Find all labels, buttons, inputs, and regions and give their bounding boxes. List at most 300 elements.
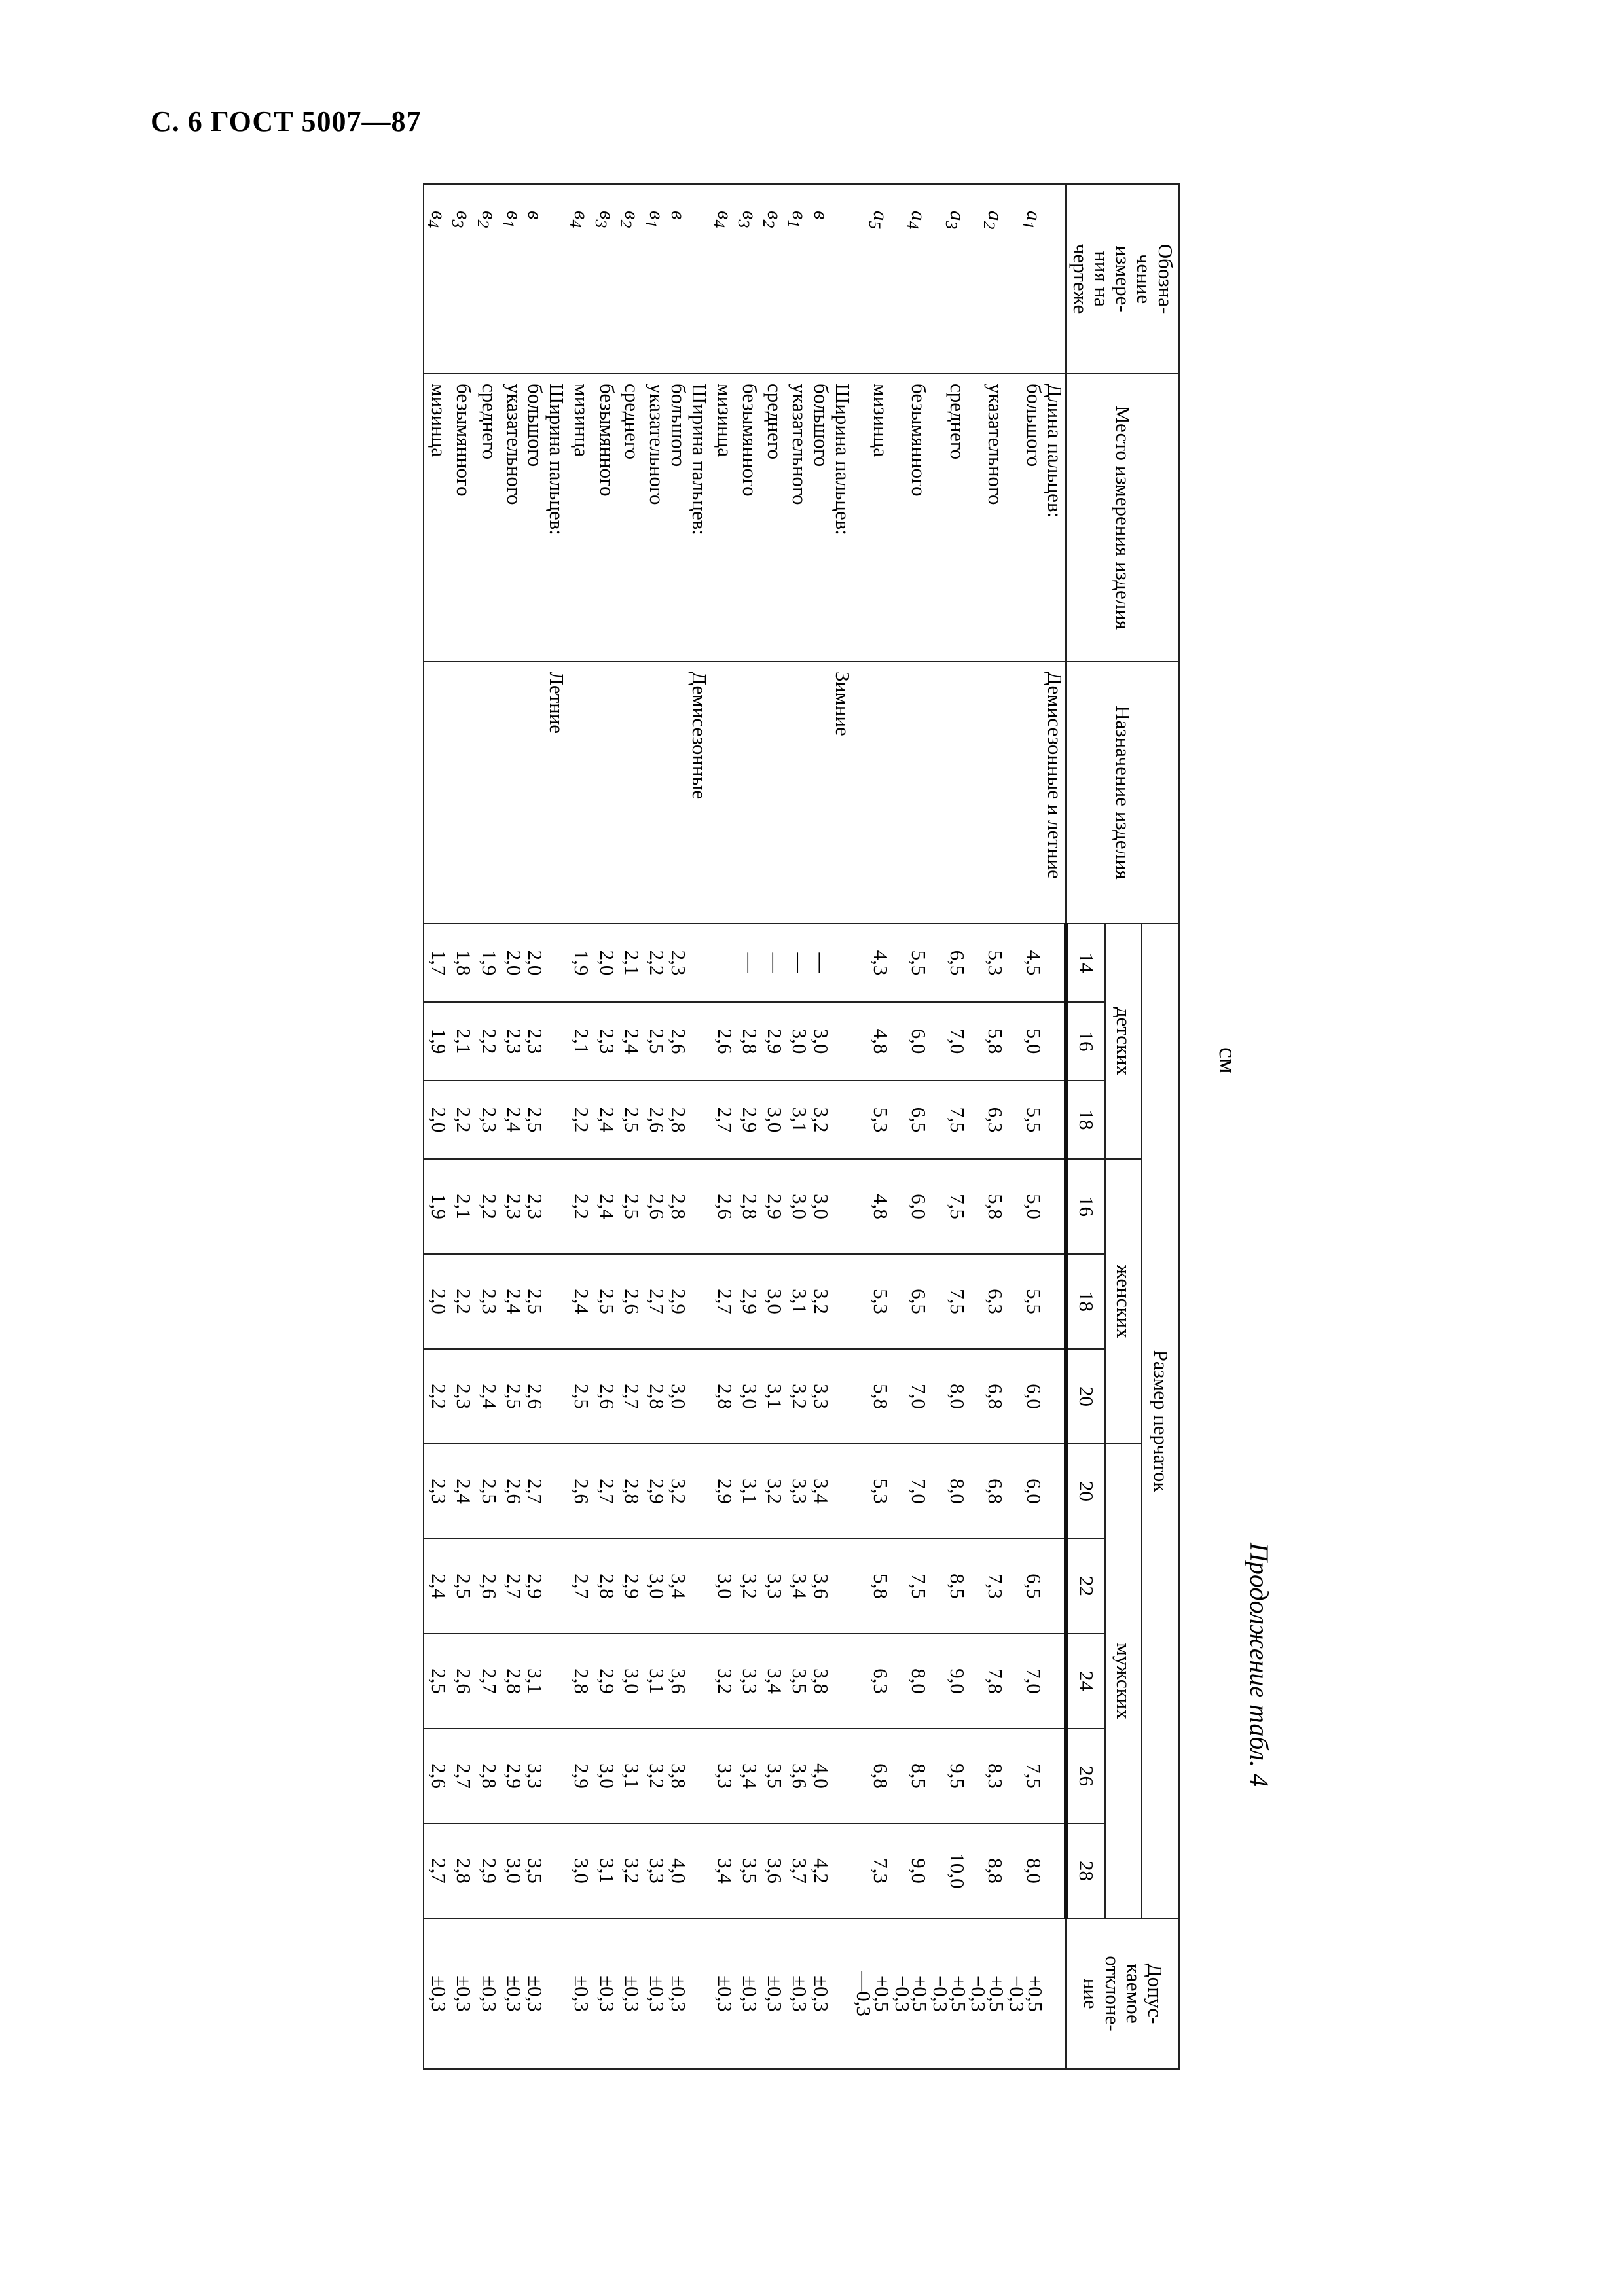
cell-value: 1,9 [567, 924, 592, 1002]
cell-empty [689, 1444, 710, 1539]
cell-code: в [810, 184, 831, 374]
cell-value: 2,7 [617, 1349, 642, 1444]
cell-purpose [710, 662, 735, 924]
cell-value: 5,3 [853, 1081, 891, 1159]
cell-code: $в_1$ [500, 184, 524, 374]
cell-value: 3,0 [642, 1539, 667, 1634]
cell-code [545, 184, 567, 374]
cell-empty [545, 1081, 567, 1159]
cell-value: 3,4 [710, 1823, 735, 1918]
cell-value: 3,8 [667, 1729, 689, 1823]
cell-value: 2,6 [500, 1444, 524, 1539]
cell-place: безымянного [891, 374, 929, 662]
cell-code: $в_4$ [710, 184, 735, 374]
cell-value: 7,8 [968, 1634, 1006, 1729]
cell-value: 2,3 [592, 1002, 617, 1081]
cell-empty [831, 1002, 853, 1081]
cell-value: — [785, 924, 810, 1002]
cell-tolerance: +0,5 −0,3 [968, 1918, 1006, 2069]
cell-value: 3,3 [785, 1444, 810, 1539]
cell-value: 5,0 [1006, 1159, 1044, 1254]
cell-tolerance: ±0,3 [474, 1918, 499, 2069]
cell-place: мизинца [567, 374, 592, 662]
cell-value: 7,5 [929, 1081, 967, 1159]
table-row [592, 184, 617, 2069]
header-size-26: 26 [1066, 1729, 1104, 1823]
cell-purpose [929, 662, 967, 924]
cell-tolerance: +0,5 −0,3 [929, 1918, 967, 2069]
cell-value: 2,1 [617, 924, 642, 1002]
cell-value: 9,0 [891, 1823, 929, 1918]
cell-value: 3,2 [667, 1444, 689, 1539]
cell-value: 6,0 [1006, 1349, 1044, 1444]
cell-value: 3,1 [760, 1349, 785, 1444]
cell-tolerance: ±0,3 [710, 1918, 735, 2069]
cell-value: 6,5 [891, 1254, 929, 1349]
cell-value: 2,4 [567, 1254, 592, 1349]
cell-value: 3,3 [642, 1823, 667, 1918]
cell-purpose [567, 662, 592, 924]
cell-value: 2,7 [710, 1254, 735, 1349]
cell-value: 3,0 [667, 1349, 689, 1444]
cell-value: 2,6 [710, 1159, 735, 1254]
cell-place: указательного [968, 374, 1006, 662]
cell-value: 2,7 [500, 1539, 524, 1634]
cell-value: 3,2 [760, 1444, 785, 1539]
cell-empty [831, 1729, 853, 1823]
cell-value: 8,0 [891, 1634, 929, 1729]
table-row [689, 184, 710, 2069]
cell-value: 2,6 [424, 1729, 449, 1823]
cell-value: 3,2 [710, 1634, 735, 1729]
cell-value: 2,4 [592, 1081, 617, 1159]
cell-empty [545, 1254, 567, 1349]
cell-purpose [968, 662, 1006, 924]
cell-empty [831, 1254, 853, 1349]
cell-value: 3,4 [667, 1539, 689, 1634]
cell-value: 7,5 [891, 1539, 929, 1634]
cell-value: 2,9 [592, 1634, 617, 1729]
cell-purpose: Демисезонные и летние [1044, 662, 1067, 924]
cell-value: 6,0 [891, 1002, 929, 1081]
table-row [968, 184, 1006, 2069]
cell-value: 4,8 [853, 1002, 891, 1081]
cell-value: 3,1 [785, 1081, 810, 1159]
cell-value: 3,4 [735, 1729, 760, 1823]
table-row [474, 184, 499, 2069]
cell-value: 2,7 [474, 1634, 499, 1729]
cell-value: 2,3 [449, 1349, 474, 1444]
cell-empty [545, 1823, 567, 1918]
cell-place-title: Ширина пальцев: [689, 374, 710, 662]
cell-purpose [760, 662, 785, 924]
cell-empty [545, 924, 567, 1002]
cell-place: мизинца [853, 374, 891, 662]
table-row [617, 184, 642, 2069]
cell-value: 6,8 [968, 1444, 1006, 1539]
cell-value: 2,8 [449, 1823, 474, 1918]
cell-empty [1044, 1254, 1067, 1349]
cell-value: 2,3 [524, 1002, 546, 1081]
cell-tolerance: +0,5 −0,3 [891, 1918, 929, 2069]
cell-value: 4,8 [853, 1159, 891, 1254]
cell-value: 3,1 [735, 1444, 760, 1539]
cell-purpose [449, 662, 474, 924]
cell-value: 5,0 [1006, 1002, 1044, 1081]
header-size-28: 28 [1066, 1823, 1104, 1918]
cell-code [689, 184, 710, 374]
cell-empty [831, 1539, 853, 1634]
cell-value: 3,2 [735, 1539, 760, 1634]
cell-empty [831, 1159, 853, 1254]
cell-value: 3,0 [500, 1823, 524, 1918]
cell-value: 2,6 [524, 1349, 546, 1444]
cell-value: 6,5 [1006, 1539, 1044, 1634]
cell-value: 2,8 [667, 1159, 689, 1254]
cell-empty [689, 1002, 710, 1081]
cell-value: 2,1 [449, 1159, 474, 1254]
cell-value: 2,9 [667, 1254, 689, 1349]
cell-value: 2,6 [667, 1002, 689, 1081]
cell-value: 2,5 [592, 1254, 617, 1349]
cell-tolerance: ±0,3 [667, 1918, 689, 2069]
table-row [667, 184, 689, 2069]
cell-value: 4,5 [1006, 924, 1044, 1002]
cell-value: 2,9 [710, 1444, 735, 1539]
cell-value: 3,1 [642, 1634, 667, 1729]
cell-value: 2,3 [524, 1159, 546, 1254]
cell-value: 3,0 [785, 1002, 810, 1081]
cell-value: 3,4 [810, 1444, 831, 1539]
cell-code: $в_2$ [760, 184, 785, 374]
cell-value: 3,1 [524, 1634, 546, 1729]
cell-value: 2,3 [500, 1002, 524, 1081]
cell-value: 3,3 [810, 1349, 831, 1444]
cell-value: 8,0 [929, 1444, 967, 1539]
header-size-16: 16 [1066, 1002, 1104, 1081]
cell-value: 2,5 [567, 1349, 592, 1444]
cell-place: мизинца [710, 374, 735, 662]
cell-code: $в_3$ [735, 184, 760, 374]
cell-value: 2,8 [567, 1634, 592, 1729]
cell-empty [831, 1634, 853, 1729]
cell-value: 2,2 [449, 1254, 474, 1349]
cell-value: 2,6 [642, 1159, 667, 1254]
cell-value: 8,3 [968, 1729, 1006, 1823]
cell-tolerance: ±0,3 [500, 1918, 524, 2069]
cell-place: безымянного [735, 374, 760, 662]
cell-value: 5,3 [853, 1254, 891, 1349]
cell-empty [689, 1081, 710, 1159]
cell-value: 2,8 [592, 1539, 617, 1634]
cell-value: 2,4 [424, 1539, 449, 1634]
cell-value: 2,0 [592, 924, 617, 1002]
cell-value: 7,3 [968, 1539, 1006, 1634]
cell-value: 2,1 [449, 1002, 474, 1081]
cell-value: 3,3 [524, 1729, 546, 1823]
cell-value: 2,4 [449, 1444, 474, 1539]
cell-value: 2,6 [474, 1539, 499, 1634]
cell-value: 2,9 [760, 1159, 785, 1254]
cell-value: 2,7 [642, 1254, 667, 1349]
cell-empty [831, 1081, 853, 1159]
table-row [710, 184, 735, 2069]
cell-value: 3,5 [760, 1729, 785, 1823]
cell-value: 6,5 [891, 1081, 929, 1159]
cell-value: 2,6 [592, 1349, 617, 1444]
table-row [831, 184, 853, 2069]
header-group-children: детских [1105, 924, 1142, 1159]
cell-value: 2,2 [474, 1159, 499, 1254]
cell-value: 7,5 [929, 1254, 967, 1349]
cell-value: 2,8 [667, 1081, 689, 1159]
table-row [1044, 184, 1067, 2069]
cell-value: 6,5 [929, 924, 967, 1002]
cell-value: 3,1 [592, 1823, 617, 1918]
cell-value: 2,2 [449, 1081, 474, 1159]
cell-empty [1044, 1539, 1067, 1634]
cell-value: 2,4 [500, 1254, 524, 1349]
cell-value: 3,6 [667, 1634, 689, 1729]
cell-value: 4,2 [810, 1823, 831, 1918]
cell-value: 7,0 [929, 1002, 967, 1081]
cell-value: 3,0 [760, 1254, 785, 1349]
table-row [735, 184, 760, 2069]
cell-value [710, 924, 735, 1002]
cell-purpose: Зимние [831, 662, 853, 924]
cell-value: 2,3 [667, 924, 689, 1002]
cell-value: 5,5 [1006, 1081, 1044, 1159]
cell-value: 5,5 [1006, 1254, 1044, 1349]
cell-purpose [1006, 662, 1044, 924]
cell-value: 5,8 [853, 1349, 891, 1444]
cell-value: 5,5 [891, 924, 929, 1002]
cell-value: 2,0 [424, 1081, 449, 1159]
cell-value: 2,3 [474, 1081, 499, 1159]
cell-value: 2,6 [617, 1254, 642, 1349]
cell-value: 2,0 [524, 924, 546, 1002]
cell-purpose: Демисезонные [689, 662, 710, 924]
cell-value: 6,3 [968, 1254, 1006, 1349]
cell-code: $в_1$ [785, 184, 810, 374]
cell-tolerance: ±0,3 [449, 1918, 474, 2069]
cell-tolerance: ±0,3 [567, 1918, 592, 2069]
cell-purpose [524, 662, 546, 924]
cell-value: 7,5 [1006, 1729, 1044, 1823]
cell-purpose [810, 662, 831, 924]
cell-code: в [524, 184, 546, 374]
cell-code: $в_2$ [474, 184, 499, 374]
cell-place: большого [1006, 374, 1044, 662]
header-size-20: 20 [1066, 1444, 1104, 1539]
cell-empty [831, 1444, 853, 1539]
cell-empty [1044, 924, 1067, 1002]
cell-empty [545, 1159, 567, 1254]
cell-value: 3,8 [810, 1634, 831, 1729]
cell-value: 3,3 [735, 1634, 760, 1729]
cell-value: 2,6 [449, 1634, 474, 1729]
table-row [545, 184, 567, 2069]
cell-value: 2,9 [617, 1539, 642, 1634]
cell-empty [689, 1634, 710, 1729]
cell-value: 4,0 [667, 1823, 689, 1918]
cell-tolerance: ±0,3 [524, 1918, 546, 2069]
cell-value: 4,0 [810, 1729, 831, 1823]
cell-value: 1,8 [449, 924, 474, 1002]
cell-empty [1044, 1159, 1067, 1254]
cell-value: 3,0 [617, 1634, 642, 1729]
cell-value: 3,0 [592, 1729, 617, 1823]
table-row [1006, 184, 1044, 2069]
header-size-16: 16 [1066, 1159, 1104, 1254]
cell-empty [1044, 1823, 1067, 1918]
cell-value: 2,8 [617, 1444, 642, 1539]
cell-value: 7,0 [891, 1349, 929, 1444]
cell-value: 6,8 [968, 1349, 1006, 1444]
cell-value: 5,8 [853, 1539, 891, 1634]
cell-value: 2,3 [500, 1159, 524, 1254]
cell-value: 2,5 [474, 1444, 499, 1539]
cell-place: среднего [474, 374, 499, 662]
cell-code: $в_3$ [592, 184, 617, 374]
cell-code: $в_1$ [642, 184, 667, 374]
cell-place: мизинца [424, 374, 449, 662]
cell-tolerance: ±0,3 [785, 1918, 810, 2069]
cell-value: 7,0 [1006, 1634, 1044, 1729]
cell-code: $a_3$ [929, 184, 967, 374]
cell-value: 2,8 [735, 1002, 760, 1081]
cell-place: безымянного [592, 374, 617, 662]
cell-tolerance: ±0,3 [617, 1918, 642, 2069]
cell-value: 2,9 [760, 1002, 785, 1081]
cell-value: 3,5 [524, 1823, 546, 1918]
cell-value: 8,5 [891, 1729, 929, 1823]
table-row [642, 184, 667, 2069]
cell-value: 2,7 [449, 1729, 474, 1823]
cell-value: 2,9 [735, 1254, 760, 1349]
cell-empty [689, 1159, 710, 1254]
cell-value: 9,0 [929, 1634, 967, 1729]
cell-empty [689, 1918, 710, 2069]
cell-value: 3,4 [760, 1634, 785, 1729]
cell-code: $в_2$ [617, 184, 642, 374]
cell-value: 6,0 [1006, 1444, 1044, 1539]
cell-value: 3,2 [810, 1081, 831, 1159]
header-size-18: 18 [1066, 1254, 1104, 1349]
cell-value: 2,2 [567, 1081, 592, 1159]
cell-purpose [424, 662, 449, 924]
cell-value: 2,4 [474, 1349, 499, 1444]
cell-value: 7,3 [853, 1823, 891, 1918]
cell-value: 2,3 [474, 1254, 499, 1349]
cell-purpose [735, 662, 760, 924]
cell-value: 8,0 [929, 1349, 967, 1444]
table-row [524, 184, 546, 2069]
cell-value: 3,0 [785, 1159, 810, 1254]
cell-empty [545, 1729, 567, 1823]
header-size-14: 14 [1066, 924, 1104, 1002]
cell-value: 3,3 [710, 1729, 735, 1823]
header-purpose: Назначение изделия [1066, 662, 1179, 924]
cell-value: 2,6 [710, 1002, 735, 1081]
table-row [785, 184, 810, 2069]
unit-label: см [1214, 1047, 1241, 1074]
cell-empty [545, 1918, 567, 2069]
cell-value: 2,5 [617, 1081, 642, 1159]
cell-value: 3,5 [735, 1823, 760, 1918]
cell-empty [689, 924, 710, 1002]
cell-empty [545, 1349, 567, 1444]
cell-value: 1,9 [424, 1159, 449, 1254]
header-tolerance: Допус- каемое отклоне- ние [1066, 1918, 1179, 2069]
cell-empty [689, 1349, 710, 1444]
cell-value: 10,0 [929, 1823, 967, 1918]
cell-value: 3,3 [760, 1539, 785, 1634]
cell-empty [545, 1444, 567, 1539]
cell-place: указательного [785, 374, 810, 662]
cell-place: большого [810, 374, 831, 662]
cell-code: $в_4$ [424, 184, 449, 374]
cell-empty [545, 1634, 567, 1729]
cell-empty [689, 1729, 710, 1823]
cell-value: 2,0 [500, 924, 524, 1002]
cell-value: 5,3 [968, 924, 1006, 1002]
table-row [853, 184, 891, 2069]
cell-value: 3,2 [810, 1254, 831, 1349]
cell-value: 2,3 [424, 1444, 449, 1539]
cell-purpose [592, 662, 617, 924]
table-row [810, 184, 831, 2069]
table-row [567, 184, 592, 2069]
cell-value: 2,4 [592, 1159, 617, 1254]
cell-value: 2,7 [710, 1081, 735, 1159]
cell-place: среднего [760, 374, 785, 662]
cell-code: $в_3$ [449, 184, 474, 374]
cell-value: 9,5 [929, 1729, 967, 1823]
cell-empty [831, 1918, 853, 2069]
cell-purpose [785, 662, 810, 924]
cell-empty [1044, 1444, 1067, 1539]
cell-tolerance: ±0,3 [810, 1918, 831, 2069]
header-size-22: 22 [1066, 1539, 1104, 1634]
cell-value: 2,2 [567, 1159, 592, 1254]
cell-code: $a_1$ [1006, 184, 1044, 374]
cell-value: 2,5 [424, 1634, 449, 1729]
cell-value: 3,4 [785, 1539, 810, 1634]
cell-tolerance: ±0,3 [735, 1918, 760, 2069]
cell-empty [545, 1002, 567, 1081]
cell-empty [545, 1539, 567, 1634]
cell-value: 7,0 [891, 1444, 929, 1539]
cell-purpose [617, 662, 642, 924]
table-row [929, 184, 967, 2069]
cell-value: 6,8 [853, 1729, 891, 1823]
cell-empty [689, 1539, 710, 1634]
cell-value: 3,7 [785, 1823, 810, 1918]
cell-value: 3,2 [617, 1823, 642, 1918]
cell-value: 2,9 [735, 1081, 760, 1159]
table-row [891, 184, 929, 2069]
cell-value: 2,9 [500, 1729, 524, 1823]
cell-place: среднего [929, 374, 967, 662]
cell-value: 2,5 [642, 1002, 667, 1081]
cell-value: 2,5 [524, 1081, 546, 1159]
cell-value: 8,5 [929, 1539, 967, 1634]
cell-value: 3,6 [785, 1729, 810, 1823]
cell-value: 3,0 [810, 1002, 831, 1081]
glove-dimensions-table [423, 183, 1180, 2070]
cell-tolerance: ±0,3 [760, 1918, 785, 2069]
